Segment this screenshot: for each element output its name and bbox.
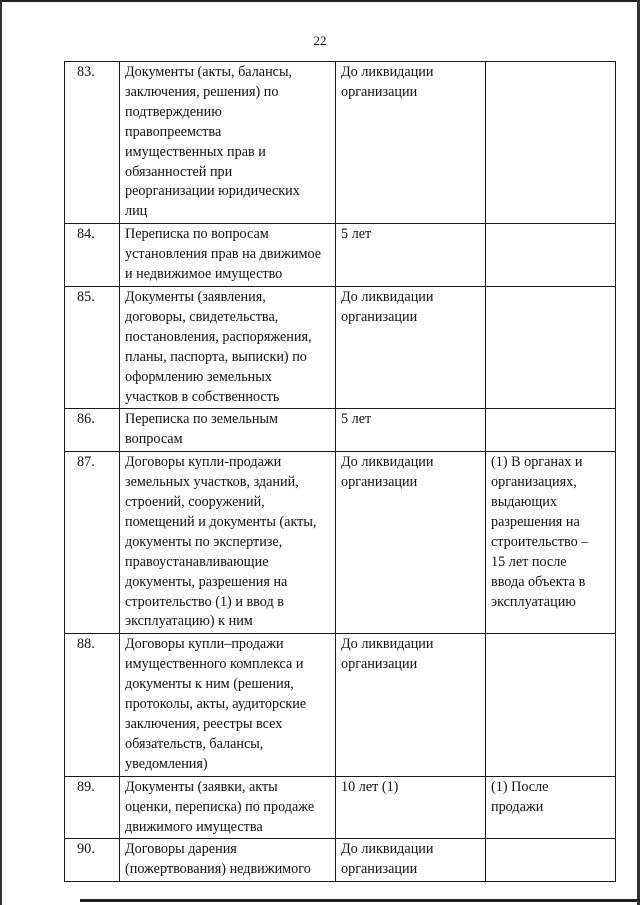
item-note xyxy=(486,62,616,224)
retention-period xyxy=(336,224,486,287)
item-description xyxy=(120,62,336,224)
item-description-text: Договоры купли–продажи имущественного комплекса и документы к ним (решения, протоколы, акты, аудиторские заключения, реестры всех обязательств, балансы, уведомления) xyxy=(125,636,307,772)
item-description xyxy=(120,409,336,452)
retention-period-text: До ликвидации организации xyxy=(341,636,434,673)
item-description-text: Переписка по земельным вопросам xyxy=(125,411,279,448)
scan-edge-bottom xyxy=(80,899,640,902)
retention-period-text: 5 лет xyxy=(341,411,372,428)
item-description-text: Документы (заявления, договоры, свидетельства, постановления, распоряжения, планы, паспорта, выписки) по оформлению земельных участков в собственность xyxy=(125,288,312,405)
retention-period xyxy=(336,62,486,224)
retention-period xyxy=(336,409,486,452)
retention-period-text: 5 лет xyxy=(341,226,372,243)
retention-period-text: 10 лет (1) xyxy=(341,778,399,795)
item-description xyxy=(120,634,336,776)
item-description xyxy=(120,286,336,408)
item-description-text: Документы (акты, балансы, заключения, решения) по подтверждению правопреемства имущественных прав и обязанностей при реорганизации юридических лиц xyxy=(125,64,300,220)
item-note xyxy=(486,286,616,408)
item-description xyxy=(120,224,336,287)
retention-period xyxy=(336,839,486,882)
item-number: 86. xyxy=(65,409,120,452)
retention-period-text: До ликвидации организации xyxy=(341,454,434,491)
table-row xyxy=(65,776,616,839)
table-row xyxy=(65,634,616,776)
item-description-text: Договоры купли-продажи земельных участков, зданий, строений, сооружений, помещений и документы (акты, документы по экспертизе, правоустанавливающие документы, разрешения на строительство (1) и ввод в эксплуатацию) к ним xyxy=(125,454,317,630)
retention-period xyxy=(336,286,486,408)
item-description-text: Договоры дарения (пожертвования) недвижимого xyxy=(125,841,311,878)
item-description-text: Переписка по вопросам установления прав на движимое и недвижимое имущество xyxy=(125,226,322,283)
item-number: 90. xyxy=(65,839,120,882)
retention-period-text: До ликвидации организации xyxy=(341,288,434,325)
retention-period xyxy=(336,452,486,634)
item-note xyxy=(486,409,616,452)
item-number: 84. xyxy=(65,224,120,287)
scan-edge-top xyxy=(0,0,640,2)
retention-period xyxy=(336,634,486,776)
item-number: 88. xyxy=(65,634,120,776)
item-number: 83. xyxy=(65,62,120,224)
scan-edge-left xyxy=(0,0,2,905)
item-note xyxy=(486,839,616,882)
item-note xyxy=(486,452,616,634)
retention-period xyxy=(336,776,486,839)
table-row xyxy=(65,452,616,634)
item-number: 87. xyxy=(65,452,120,634)
item-number: 85. xyxy=(65,286,120,408)
item-description xyxy=(120,839,336,882)
item-note xyxy=(486,224,616,287)
item-description xyxy=(120,776,336,839)
item-number: 89. xyxy=(65,776,120,839)
table-row xyxy=(65,409,616,452)
table-row xyxy=(65,62,616,224)
item-note xyxy=(486,776,616,839)
item-description xyxy=(120,452,336,634)
table-row xyxy=(65,224,616,287)
item-description-text: Документы (заявки, акты оценки, переписка) по продаже движимого имущества xyxy=(125,778,315,835)
retention-period-text: До ликвидации организации xyxy=(341,841,434,878)
page-number: 22 xyxy=(313,33,327,48)
retention-period-text: До ликвидации организации xyxy=(341,64,434,100)
table-row xyxy=(65,286,616,408)
retention-schedule-table xyxy=(64,61,616,882)
table-row xyxy=(65,839,616,882)
item-note xyxy=(486,634,616,776)
item-note-text: (1) В органах и организациях, выдающих разрешения на строительство – 15 лет после ввода объекта в эксплуатацию xyxy=(491,454,589,610)
item-note-text: (1) После продажи xyxy=(491,778,549,815)
